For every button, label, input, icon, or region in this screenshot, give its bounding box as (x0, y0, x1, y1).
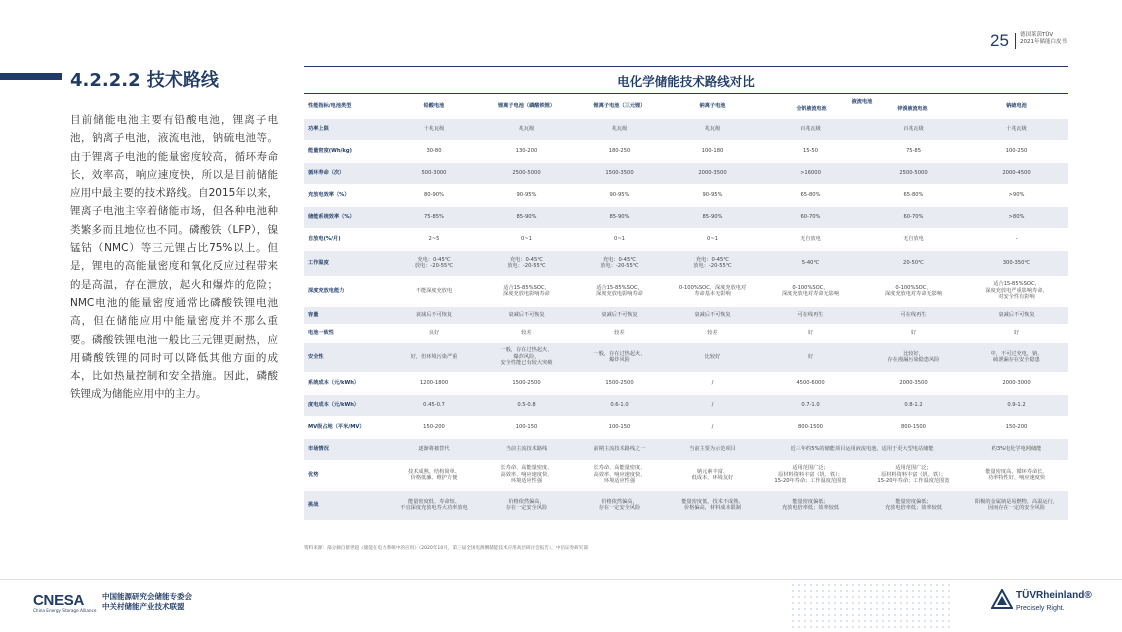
table-cell: 0~1 (480, 228, 573, 250)
table-cell: 60-70% (862, 206, 965, 228)
table-cell: 2000-4500 (965, 162, 1068, 184)
row-label: 优势 (304, 460, 388, 490)
row-label: 安全性 (304, 342, 388, 372)
table-cell: 0.8-1.2 (862, 394, 965, 416)
table-cell: 充电：0-45℃ 放电：-20-55℃ (388, 250, 480, 276)
table-cell: 0.45-0.7 (388, 394, 480, 416)
table-cell: 适用范围广泛； 原材料资料丰富（钒、铁）； 15-20年寿命；工作温度范围宽 (759, 460, 862, 490)
table-cell: 当前主要为示范项目 (666, 438, 759, 460)
table-cell: 65-80% (759, 184, 862, 206)
col-header-vanadium: 全钒液流电池 (796, 105, 827, 112)
table-cell: 约3%电化学电网储能 (965, 438, 1068, 460)
table-cell: 衰减后不可恢复 (666, 306, 759, 324)
row-label: MV级占地（平米/MV） (304, 416, 388, 438)
table-cell: 适合15-85%SOC， 深度充放电严重影响寿命， 对安全性有影响 (965, 276, 1068, 306)
table-cell: / (666, 372, 759, 394)
table-cell: 衰减后不可恢复 (480, 306, 573, 324)
table-cell: 价格依然偏高， 存在一定安全风险 (480, 490, 573, 520)
table-cell: 良好 (388, 324, 480, 342)
table-row (304, 490, 1068, 520)
table-cell: 适用范围广泛； 原材料资料丰富（钒、铁）； 15-20年寿命；工作温度范围宽 (862, 460, 965, 490)
table-cell: 兆瓦级 (573, 118, 666, 140)
table-row (304, 342, 1068, 372)
cnesa-chinese-name (102, 592, 192, 612)
table-header-row (304, 94, 1068, 118)
table-cell: 0-100%SOC， 深度充放电对寿命无影响 (759, 276, 862, 306)
table-cell: 15-50 (759, 140, 862, 162)
table-cell: 1500-3500 (573, 162, 666, 184)
table-cell: 1200-1800 (388, 372, 480, 394)
table-cell: 85-90% (480, 206, 573, 228)
header-corner: 性能指标/电池类型 (308, 102, 352, 109)
table-cell: 技术成熟、结构简单、 价格低廉、维护方便 (388, 460, 480, 490)
table-cell: >16000 (759, 162, 862, 184)
table-cell: 衰减后不可恢复 (965, 306, 1068, 324)
page-number: 25 (990, 31, 1009, 50)
row-label: 能量密度(Wh/kg) (304, 140, 388, 162)
table-cell: 85-90% (666, 206, 759, 228)
table-source-note: 资料来源：部分摘自蔡世超《储能在电力系统中的应用》（2020年10月，第三届全国电源侧储能技术应用高层研讨会报告），中信证券研究部 (304, 546, 588, 551)
col-header-sodium-sulfur: 钠硫电池 (1006, 102, 1027, 109)
table-cell: 800-1500 (862, 416, 965, 438)
table-cell: 可在线再生 (759, 306, 862, 324)
table-cell: 好 (759, 342, 862, 372)
table-row (304, 438, 1068, 460)
table-cell: 兆瓦级 (666, 118, 759, 140)
table-cell: 较差 (573, 324, 666, 342)
table-cell: 150-200 (965, 416, 1068, 438)
table-cell: 能量密度高、循环寿命长、 功率特性好、响应速度快 (965, 460, 1068, 490)
table-cell: 可在线再生 (862, 306, 965, 324)
section-title: 4.2.2.2 技术路线 (70, 70, 219, 91)
cnesa-cn-line1: 中国能源研究会储能专委会 (102, 592, 192, 601)
table-row (304, 184, 1068, 206)
table-cell: 较差 (480, 324, 573, 342)
row-label: 系统成本（元/kWh） (304, 372, 388, 394)
table-row (304, 118, 1068, 140)
header-org-line2: 2021年储能白皮书 (1020, 39, 1067, 45)
table-cell: 阳极的金属钠是易燃物，高温运行， 因而存在一定的安全风险 (965, 490, 1068, 520)
row-label: 充放电效率（%） (304, 184, 388, 206)
table-cell: 65-80% (862, 184, 965, 206)
table-row (304, 416, 1068, 438)
table-cell: 75-85% (388, 206, 480, 228)
table-row (304, 162, 1068, 184)
row-label: 电池一致性 (304, 324, 388, 342)
tuv-triangle-icon (991, 589, 1013, 609)
table-cell: 0~1 (573, 228, 666, 250)
table-cell: 2500-5000 (862, 162, 965, 184)
row-label: 功率上限 (304, 118, 388, 140)
table-cell: 130-200 (480, 140, 573, 162)
table-cell: 0-100%SOC， 深度充放电对寿命无影响 (862, 276, 965, 306)
table-cell: 好 (862, 324, 965, 342)
comparison-table (304, 94, 1068, 520)
table-cell: 百兆瓦级 (862, 118, 965, 140)
table-row (304, 394, 1068, 416)
table-cell: 150-200 (388, 416, 480, 438)
row-label: 循环寿命（次） (304, 162, 388, 184)
footer-dot-pattern (790, 582, 950, 628)
table-cell: 钠元素丰富、 低成本、环境友好 (666, 460, 759, 490)
table-cell: 30-80 (388, 140, 480, 162)
table-cell: 长寿命、高能量密度、 高效率、响应速度快、 环境适应性强 (573, 460, 666, 490)
table-cell: 80-90% (388, 184, 480, 206)
table-cell: 能量密度偏低； 充放电倍率低；效率较低 (759, 490, 862, 520)
table-cell: 能量密度低，技术不成熟、 价格偏高，材料成本限制 (666, 490, 759, 520)
table-cell: 800-1500 (759, 416, 862, 438)
flow-subheaders (761, 106, 963, 112)
table-cell: 2000-3500 (862, 372, 965, 394)
footer-rule (0, 579, 1122, 580)
table-cell: >90% (965, 184, 1068, 206)
table-cell: 1500-2500 (480, 372, 573, 394)
cnesa-cn-line2: 中关村储能产业技术联盟 (102, 602, 185, 611)
flow-group-label: 液流电池 (851, 99, 873, 106)
table-cell: 2~5 (388, 228, 480, 250)
body-paragraph: 目前储能电池主要有铅酸电池，锂离子电池，钠离子电池，液流电池，钠硫电池等。由于锂离子电池的能量密度较高，循环寿命长，效率高，响应速度快，所以是目前储能应用中最主要的技术路线。自2015年以来，锂离子电池主宰着储能市场，但各种电池种类繁多而且地位也不同。磷酸铁（LFP），镍锰钴（NMC）等三元锂占比75%以上。但是，锂电的高能量密度和氧化反应过程带来的是高温，存在泄放，起火和爆炸的危险；NMC电池的能量密度通常比磷酸铁锂电池高，但在储能应用中能量密度并不那么重要。磷酸铁锂电池一般比三元锂更耐热，应用磷酸铁锂的同时可以降低其他方面的成本，比如热量控制和安全措施。因此，磷酸铁锂成为储能应用中的主力。 (70, 114, 278, 401)
table-cell: 好 (759, 324, 862, 342)
table-cell: 180-250 (573, 140, 666, 162)
table-cell: 充电：0-45℃ 放电：-20-55℃ (666, 250, 759, 276)
table-cell: 长寿命、高能量密度、 高效率、响应速度快、 环境适应性强 (480, 460, 573, 490)
table-body (304, 118, 1068, 520)
table-cell: - (965, 228, 1068, 250)
table-cell: 中，不可过充电，钠、 硫泄漏存在安全隐患 (965, 342, 1068, 372)
table-cell: 60-70% (759, 206, 862, 228)
table-cell: 90-95% (480, 184, 573, 206)
table-cell: 适合15-85%SOC， 深度充放电影响寿命 (573, 276, 666, 306)
cnesa-logo: CNESA (33, 592, 85, 609)
table-cell: 20-50℃ (862, 250, 965, 276)
col-header-lead-acid: 铅酸电池 (423, 102, 445, 109)
table-cell: 1500-2500 (573, 372, 666, 394)
table-row (304, 250, 1068, 276)
table-cell: >80% (965, 206, 1068, 228)
table-row (304, 140, 1068, 162)
table-cell: 无自放电 (862, 228, 965, 250)
col-header-lfp: 锂离子电池（磷酸铁锂） (497, 102, 556, 109)
tuv-brand: TÜVRheinland® (1016, 590, 1092, 601)
table-row (304, 276, 1068, 306)
table-cell: 能量密度低、寿命短、 不宜深度充放电寿大功率放电 (388, 490, 480, 520)
table-cell: 前期主流技术路线之一 (573, 438, 666, 460)
comparison-table-block (304, 66, 1068, 520)
table-cell: 500-3000 (388, 162, 480, 184)
table-cell: / (666, 394, 759, 416)
header-divider (1015, 33, 1016, 49)
header-org-line1: 德国莱茵TÜV (1020, 32, 1054, 38)
table-row (304, 206, 1068, 228)
row-label: 储能系统效率（%） (304, 206, 388, 228)
table-cell: 价格依然偏高， 存在一定安全风险 (573, 490, 666, 520)
section-accent-bar (0, 73, 62, 80)
row-label: 市场情况 (304, 438, 388, 460)
table-cell: 2500-5000 (480, 162, 573, 184)
table-cell: 85-90% (573, 206, 666, 228)
table-cell: 4500-6000 (759, 372, 862, 394)
table-row (304, 228, 1068, 250)
row-label: 自放电(%/月) (304, 228, 388, 250)
table-cell: 100-150 (480, 416, 573, 438)
table-cell: 5-40℃ (759, 250, 862, 276)
table-row (304, 460, 1068, 490)
cnesa-english-name: China Energy Storage Alliance (33, 608, 97, 613)
col-header-ternary: 锂离子电池（三元锂） (593, 102, 646, 109)
table-cell: 百兆瓦级 (759, 118, 862, 140)
table-cell: 0.9-1.2 (965, 394, 1068, 416)
table-cell: 0.7-1.0 (759, 394, 862, 416)
table-cell: 75-85 (862, 140, 965, 162)
table-cell: 较差 (666, 324, 759, 342)
col-header-sodium-ion: 钠离子电池 (699, 102, 726, 109)
col-header-zinc-iron: 锌溴液流电池 (897, 105, 928, 112)
table-title: 电化学储能技术路线对比 (617, 74, 755, 89)
table-cell: 充电：0-45℃ 放电：-20-55℃ (573, 250, 666, 276)
row-label: 深度充放电能力 (304, 276, 388, 306)
table-cell: 十兆瓦级 (388, 118, 480, 140)
table-cell: 100-180 (666, 140, 759, 162)
table-row (304, 324, 1068, 342)
table-cell: 一般，存在过热起火、 爆炸风险 (573, 342, 666, 372)
table-cell: 0.6-1.0 (573, 394, 666, 416)
table-cell: 0.5-0.8 (480, 394, 573, 416)
table-row (304, 372, 1068, 394)
table-cell: 无自放电 (759, 228, 862, 250)
table-row (304, 306, 1068, 324)
table-cell: 90-95% (666, 184, 759, 206)
table-cell: 90-95% (573, 184, 666, 206)
table-cell: 逐渐将被替代 (388, 438, 480, 460)
table-cell: 2000-3000 (965, 372, 1068, 394)
row-label: 度电成本（元/kWh） (304, 394, 388, 416)
table-cell: / (666, 416, 759, 438)
table-cell: 兆瓦级 (480, 118, 573, 140)
row-label: 工作温度 (304, 250, 388, 276)
table-cell: 300-350℃ (965, 250, 1068, 276)
table-cell: 近三年约5%的储能项目运用液流电池，适用于更大型电站储能 (759, 438, 965, 460)
table-cell: 衰减后不可恢复 (388, 306, 480, 324)
table-cell: 2000-3500 (666, 162, 759, 184)
table-cell: 一般，存在过热起火、 爆炸风险， 安全性能已有较大突破 (480, 342, 573, 372)
tuv-tagline: Precisely Right. (1016, 605, 1065, 612)
table-cell: 好，但环境污染严重 (388, 342, 480, 372)
table-cell: 十兆瓦级 (965, 118, 1068, 140)
table-cell: 当前主流技术路线 (480, 438, 573, 460)
header-org-label (1020, 32, 1067, 46)
table-cell: 充电：0-45℃ 放电：-20-55℃ (480, 250, 573, 276)
col-header-flow-group (759, 94, 965, 118)
table-cell: 100-250 (965, 140, 1068, 162)
table-cell: 0~1 (666, 228, 759, 250)
table-cell: 比较好， 存在漫漏污染隐患风险 (862, 342, 965, 372)
row-label: 挑战 (304, 490, 388, 520)
table-cell: 好 (965, 324, 1068, 342)
table-cell: 衰减后不可恢复 (573, 306, 666, 324)
table-cell: 比较好 (666, 342, 759, 372)
row-label: 容量 (304, 306, 388, 324)
table-cell: 100-150 (573, 416, 666, 438)
table-cell: 能量密度偏低； 充放电倍率低；效率较低 (862, 490, 965, 520)
table-cell: 适合15-85%SOC， 深度充放电影响寿命 (480, 276, 573, 306)
table-cell: 0-100%SOC，深度充放电对 寿命基本无影响 (666, 276, 759, 306)
table-cell: 不能深度充放电 (388, 276, 480, 306)
